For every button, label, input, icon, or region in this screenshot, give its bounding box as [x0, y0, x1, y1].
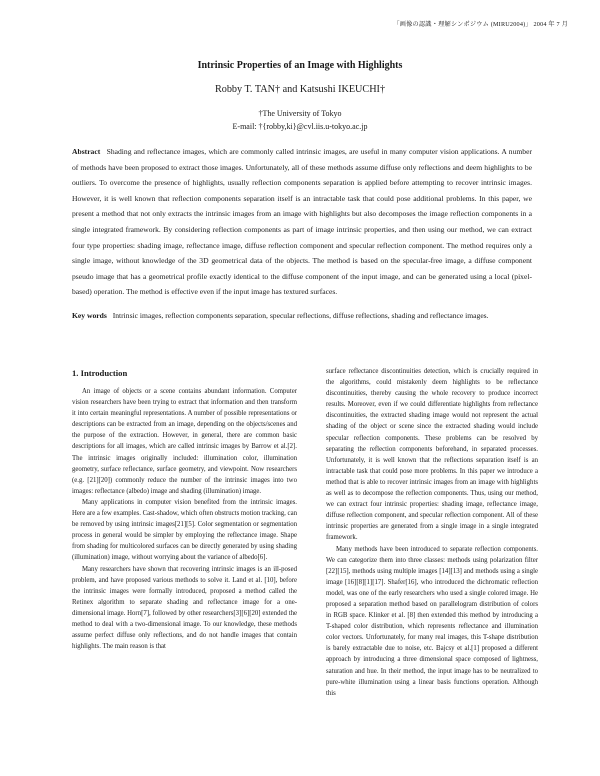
- right-column: [326, 366, 538, 699]
- paragraph: Many applications in computer vision benefited from the intrinsic images. Here are a few examples. Cast-shadow, which often obstructs motion tracking, can be removed by using intrinsic images[21][5]. Color segmentation or segmentation process in general would be simpler by employing the reflectance image. Shape from shading for multicolored surfaces can be directly generated by using shading (illumination) image, without worrying about the variance of albedo[6].: [72, 498, 297, 562]
- author-email: E-mail: †{robby,ki}@cvl.iis.u-tokyo.ac.jp: [232, 122, 368, 131]
- conference-header: 「画像の認識・理解シンポジウム (MIRU2004)」 2004 年 7 月: [393, 21, 568, 28]
- keywords: [72, 311, 532, 322]
- keywords-label: Key words: [72, 311, 107, 320]
- abstract: [72, 144, 532, 300]
- paragraph: Many methods have been introduced to separate reflection components. We can categorize them into three classes: methods using polarization filter [22][15], methods using multiple images [14][13] and methods using a single image [16][8][1][17]. Shafer[16], who introduced the dichromatic reflection model, was one of the early researchers who used a single colored image. He proposed a separation method based on parallelogram distribution of colors in RGB space. Klinker et al. [8] then extended this method by introducing a T-shaped color distribution, which represents reflectance and illumination color vectors. Unfortunately, for many real images, this T-shape distribution is barely extractable due to noise, etc. Bajcsy et al.[1] proposed a different approach by introducing a three dimensional space composed of lightness, saturation and hue. In their method, the input image has to be neutralized to pure-white illumination using a linear basis functions operation. Although this: [326, 545, 538, 697]
- abstract-label: Abstract: [72, 147, 101, 156]
- paper-authors: Robby T. TAN† and Katsushi IKEUCHI†: [214, 84, 386, 95]
- abstract-text: Shading and reflectance images, which are commonly called intrinsic images, are useful in many computer vision applications. A number of methods have been proposed to extract those images. Unfortunately, all of these methods assume diffuse only reflections and deem highlights to be outliers. To overcome the presence of highlights, usually reflection components separation is applied before attempting to recover intrinsic images. However, it is well known that reflection components separation itself is an intractable task that could pose additional problems. In this paper, we present a method that not only extracts the intrinsic images from an image with highlights but also decomposes the image reflection components in a single integrated framework. By considering reflection components as part of image intrinsic properties, and then using our method, we can extract four type properties: shading image, reflectance image, diffuse reflection component and specular reflection component. The method requires only a single image, without knowledge of the 3D geometrical data of the objects. The method is based on the specular-free image, a diffuse component pseudo image that has a geometrical profile exactly identical to the diffuse component of the input image, and can be generated using a local (pixel-based) operation. The method is effective even if the input image has textured surfaces.: [72, 147, 532, 297]
- left-column: [72, 386, 297, 652]
- section-heading-introduction: 1. Introduction: [72, 368, 128, 378]
- paragraph: surface reflectance discontinuities detection, which is crucially required in the algorithms, could mistakenly deem highlights to be reflectance discontinuities, thereby causing the whole recovery to produce incorrect results. Moreover, even if we could differentiate highlights from reflectance discontinuities, the extracted shading image would not represent the actual shading of the object or scene since the extracted shading would include specular reflection components. These problems can be resolved by separating the reflection components beforehand, in separated processes. Unfortunately, it is well known that the reflections separation itself is an intractable task that could pose more problems. In this paper we introduce a method that is able to recover intrinsic images from an image with highlights as well as to decompose the reflection components. Thus, using our method, we can extract four intrinsic properties: shading image, reflectance image, diffuse reflection component, and specular reflection component. All of these intrinsic properties are generated from a single image in a single integrated framework.: [326, 368, 538, 542]
- keywords-text: Intrinsic images, reflection components separation, specular reflections, diffuse reflections, shading and reflectance images.: [112, 311, 489, 320]
- author-affiliation: †The University of Tokyo: [258, 109, 342, 118]
- paragraph: Many researchers have shown that recovering intrinsic images is an ill-posed problem, and have proposed various methods to solve it. Land et al. [10], before the intrinsic images were formally introduced, proposed a method called the Retinex algorithm to separate shading and reflectance image for a one-dimensional image. Horn[7], followed by other researchers[3][6][20] extended the method to deal with a two-dimensional image. To our knowledge, these methods assume perfect diffuse only reflections, and do not handle images that contain highlights. The main reason is that: [72, 565, 297, 651]
- paragraph: An image of objects or a scene contains abundant information. Computer vision researchers have been trying to extract that information and then transform it into certain meaningful representations. A number of possible representations or descriptions can be extracted from an image, depending on the objects/scenes and the purpose of the extraction. However, in general, there are common basic descriptions for all images, which are called intrinsic images by Barrow et al.[2]. The intrinsic images originally included: illumination color, illumination geometry, surface reflectance, surface geometry, and viewpoint. Now researchers (e.g. [21][20]) commonly reduce the number of the intrinsic images into two images: reflectance (albedo) image and shading (illumination) image.: [72, 388, 297, 495]
- paper-title: Intrinsic Properties of an Image with Highlights: [197, 60, 403, 71]
